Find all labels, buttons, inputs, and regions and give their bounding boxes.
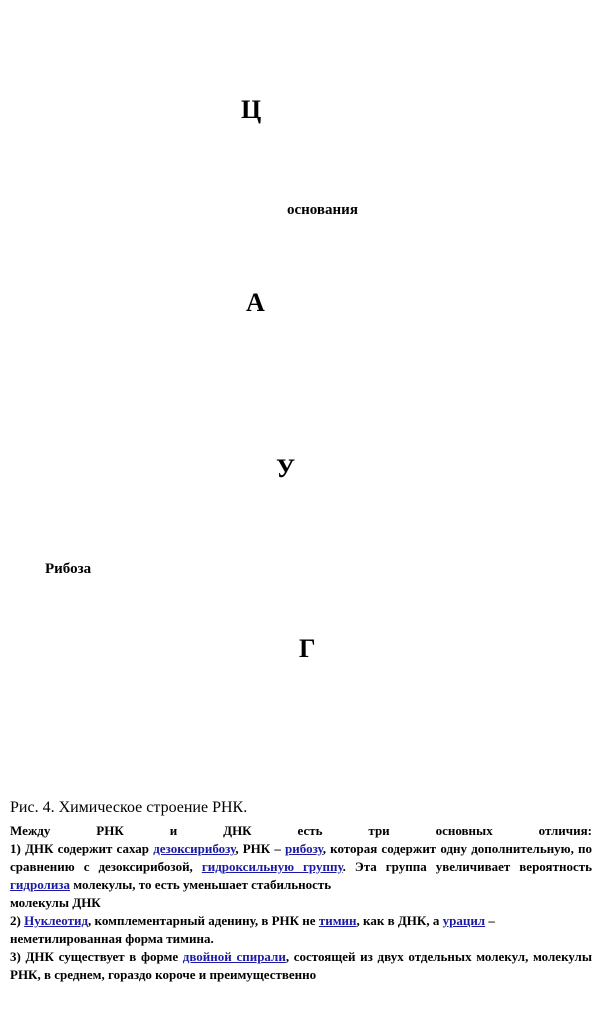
p1-text-3: , которая содержит одну дополнительную, по сравнению с дезоксирибозой,	[10, 841, 593, 874]
link-uracil[interactable]: урацил	[442, 913, 486, 928]
p1-text-1: 1) ДНК содержит сахар	[10, 841, 154, 856]
label-cytosine: Ц	[241, 95, 262, 124]
paragraph-2-end: неметилированная форма тимина.	[10, 931, 214, 946]
link-double-helix[interactable]: двойной спирали	[182, 949, 286, 964]
paragraph-2	[10, 912, 592, 930]
intro-line: Между РНК и ДНК есть три основных отличия:	[10, 823, 592, 838]
link-nucleotide[interactable]: Нуклеотид	[24, 913, 89, 928]
p1-text-2: , РНК –	[235, 841, 286, 856]
article-body	[10, 822, 592, 984]
link-hydroxyl-group[interactable]: гидроксильную группу	[201, 859, 343, 874]
label-bases: основания	[287, 202, 358, 218]
link-thymine[interactable]: тимин	[318, 913, 357, 928]
p2-text-2: , комплементарный аденину, в РНК не	[88, 913, 319, 928]
paragraph-1-end: молекулы ДНК	[10, 895, 101, 910]
label-adenine: А	[246, 288, 265, 317]
label-guanine: Г	[299, 634, 316, 663]
p2-text-1: 2)	[10, 913, 25, 928]
p1-text-5: молекулы, то есть уменьшает стабильность	[70, 877, 332, 892]
p3-text-2: , состоящей из двух отдельных молекул, молекулы РНК, в среднем, гораздо короче и преимущественно	[10, 949, 592, 982]
p2-text-4: –	[485, 913, 495, 928]
p2-text-3: , как в ДНК, а	[356, 913, 443, 928]
p3-text-1: 3) ДНК существует в форме	[10, 949, 183, 964]
article-text	[10, 798, 592, 984]
p1-text-4: . Эта группа увеличивает вероятность	[342, 859, 592, 874]
label-uracil: У	[276, 454, 296, 483]
figure-caption: Рис. 4. Химическое строение РНК.	[10, 799, 248, 816]
link-ribose[interactable]: рибозу	[285, 841, 323, 856]
label-ribose: Рибоза	[45, 561, 92, 577]
link-hydrolysis[interactable]: гидролиза	[10, 877, 71, 892]
paragraph-3	[10, 948, 592, 984]
paragraph-1	[10, 840, 592, 894]
link-deoxyribose[interactable]: дезоксирибозу	[153, 841, 236, 856]
